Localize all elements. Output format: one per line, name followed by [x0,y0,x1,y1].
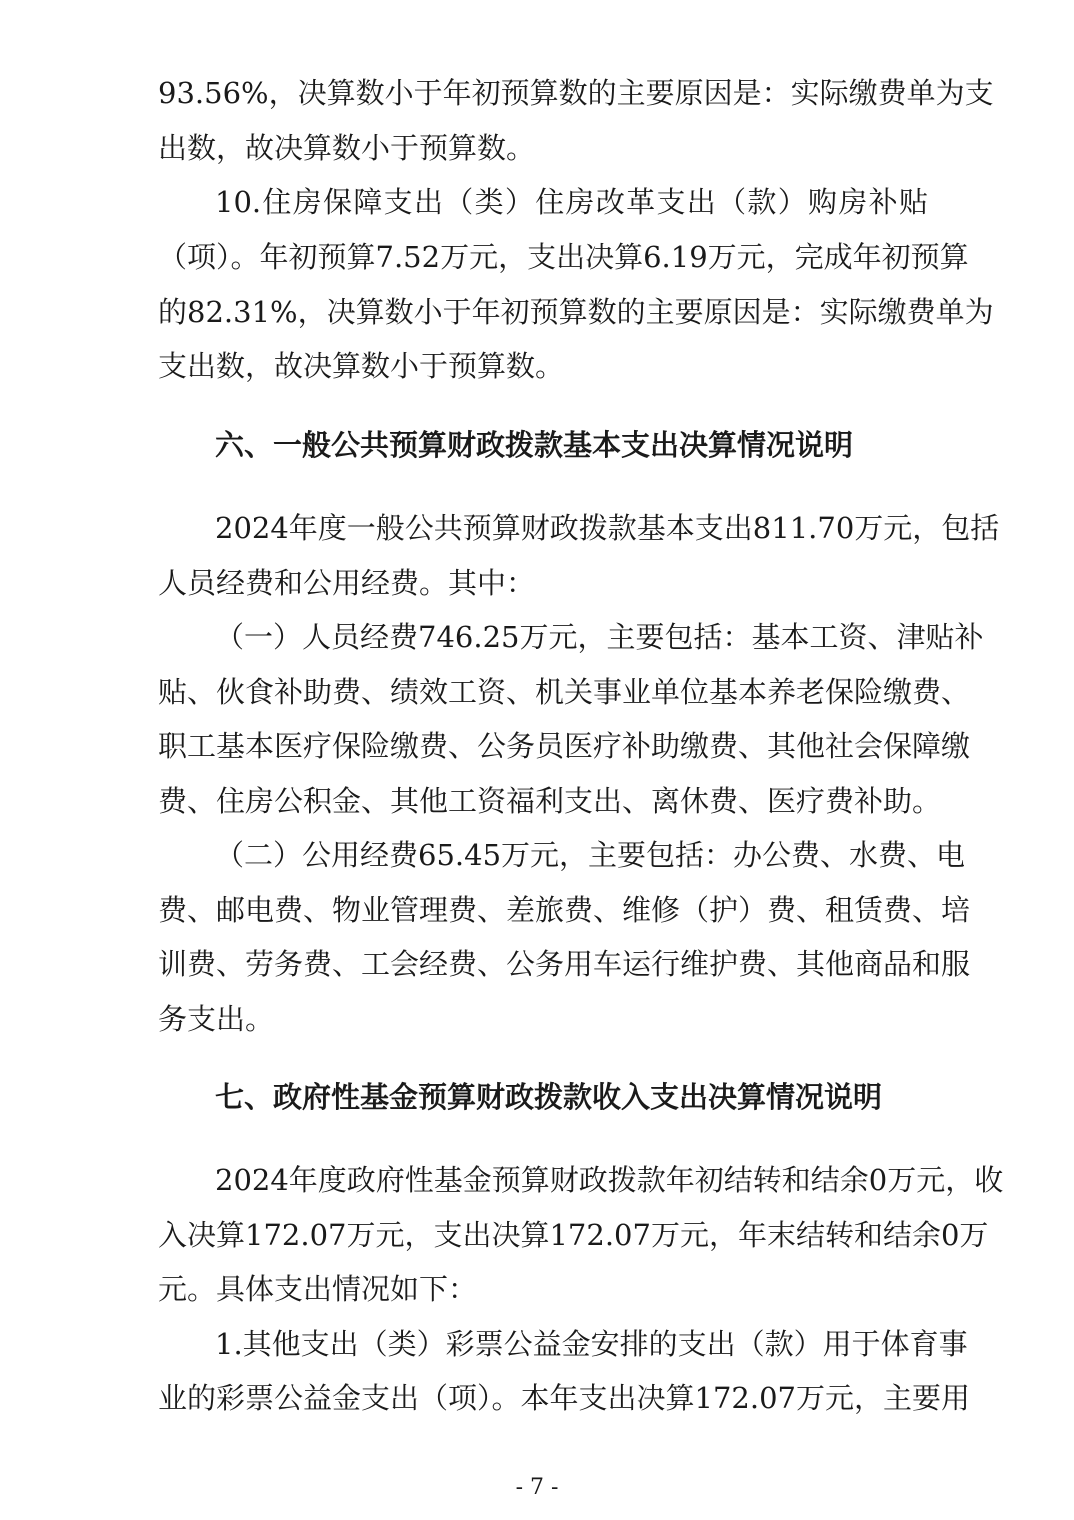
paragraph-line: （一）人员经费746.25万元，主要包括：基本工资、津贴补 [215,620,984,654]
paragraph-line: 2024年度政府性基金预算财政拨款年初结转和结余0万元，收 [215,1163,1004,1197]
paragraph-line: 2024年度一般公共预算财政拨款基本支出811.70万元，包括 [215,511,1000,545]
paragraph-line: 职工基本医疗保险缴费、公务员医疗补助缴费、其他社会保障缴 [158,729,971,763]
paragraph-line: 入决算172.07万元，支出决算172.07万元，年末结转和结余0万 [158,1218,989,1252]
paragraph-line: 1.其他支出（类）彩票公益金安排的支出（款）用于体育事 [215,1327,968,1361]
paragraph-line: 的82.31%，决算数小于年初预算数的主要原因是：实际缴费单为 [158,295,994,329]
paragraph-line: 支出数，故决算数小于预算数。 [158,349,565,383]
paragraph-line: （项）。年初预算7.52万元，支出决算6.19万元，完成年初预算 [158,240,969,274]
paragraph-line: 训费、劳务费、工会经费、公务用车运行维护费、其他商品和服 [158,947,971,981]
paragraph-line: 10.住房保障支出（类）住房改革支出（款）购房补贴 [215,185,928,219]
paragraph-line: 93.56%，决算数小于年初预算数的主要原因是：实际缴费单为支 [158,76,994,110]
paragraph-line: 贴、伙食补助费、绩效工资、机关事业单位基本养老保险缴费、 [158,675,971,709]
paragraph-line: 务支出。 [158,1002,275,1036]
paragraph-line: 费、住房公积金、其他工资福利支出、离休费、医疗费补助。 [158,784,942,818]
page-number: - 7 - [515,1475,559,1500]
paragraph-line: 出数，故决算数小于预算数。 [158,131,536,165]
paragraph-line: 元。具体支出情况如下： [158,1272,478,1306]
paragraph-line: 人员经费和公用经费。其中： [158,566,536,600]
paragraph-line: 业的彩票公益金支出（项）。本年支出决算172.07万元，主要用 [158,1381,970,1415]
paragraph-line: 费、邮电费、物业管理费、差旅费、维修（护）费、租赁费、培 [158,893,971,927]
paragraph-line: （二）公用经费65.45万元，主要包括：办公费、水费、电 [215,838,966,872]
section-heading-6: 六、一般公共预算财政拨款基本支出决算情况说明 [215,428,854,462]
section-heading-7: 七、政府性基金预算财政拨款收入支出决算情况说明 [215,1080,883,1114]
